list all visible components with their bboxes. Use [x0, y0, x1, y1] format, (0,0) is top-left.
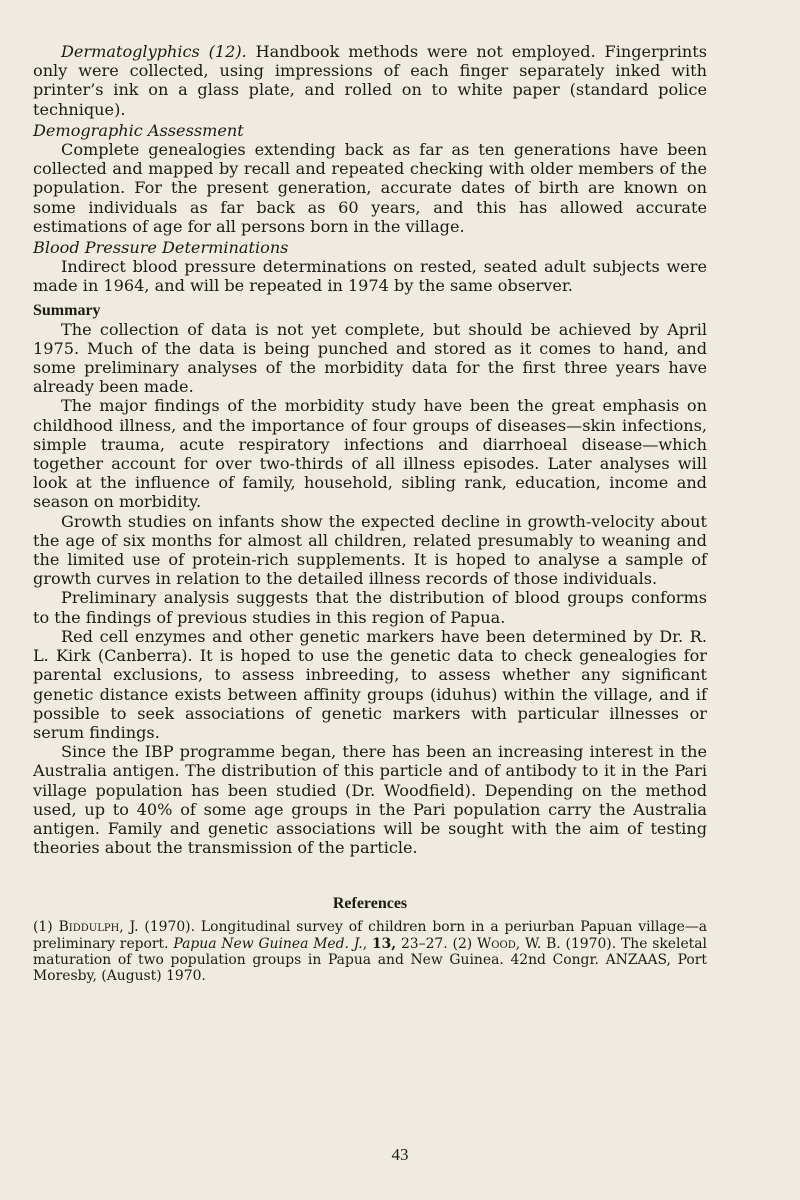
dermatoglyphics-text: Handbook methods were not employed. Fingerprints only were collected, using impressions of each finger separately inked with printer’s ink on a glass plate, and rolled on to white paper (standard police technique).: [33, 42, 707, 119]
references-list: [33, 919, 707, 984]
reference-2-text: , W. B. (1970). The skeletal maturation of two population groups in Papua and New Guinea. 42nd Congr. ANZAAS, Port Moresby, (August) 1970.: [33, 935, 707, 984]
reference-1-volume: 13,: [371, 935, 397, 952]
document-page: [33, 42, 707, 984]
summary-paragraph: The major findings of the morbidity study have been the great emphasis on childhood illness, and the importance of four groups of diseases—skin infections, simple trauma, acute respiratory infections and diarrhoeal disease—which together account for over two-thirds of all illness episodes. Later analyses will look at the influence of family, household, sibling rank, education, income and season on morbidity.: [33, 396, 707, 512]
reference-1-number: (1): [33, 919, 59, 936]
reference-1-pages: 23–27. (2): [396, 935, 478, 952]
summary-paragraph: Growth studies on infants show the expected decline in growth-velocity about the age of six months for almost all children, related presumably to weaning and the limited use of protein-rich supplements. It is hoped to analyse a sample of growth curves in relation to the detailed illness records of those individuals.: [33, 511, 707, 589]
references-heading: References: [332, 895, 408, 913]
summary-paragraph: The collection of data is not yet complete, but should be achieved by April 1975. Much of the data is being punched and stored as it comes to hand, and some preliminary analyses of the morbidity data for the first three years have already been made.: [33, 319, 707, 397]
summary-paragraph: Since the IBP programme began, there has been an increasing interest in the Australia antigen. The distribution of this particle and of antibody to it in the Pari village population has been studied (Dr. Woodfield). Depending on the method used, up to 40% of some age groups in the Pari population carry the Australia antigen. Family and genetic associations will be sought with the aim of testing theories about the transmission of the particle.: [33, 742, 707, 858]
reference-1-author: Biddulph: [58, 919, 120, 936]
reference-1-journal: Papua New Guinea Med. J.: [173, 935, 363, 952]
dermatoglyphics-paragraph: [33, 42, 707, 119]
demographic-heading: Demographic Assessment: [33, 120, 244, 140]
demographic-paragraph: Complete genealogies extending back as far as ten generations have been collected and mapped by recall and repeated checking with older members of the population. For the present generation, accurate dates of birth are known on some individuals as far back as 60 years, and this has allowed accurate estimations of age for all persons born in the village.: [33, 140, 707, 236]
blood-pressure-paragraph: Indirect blood pressure determinations on rested, seated adult subjects were made in 1964, and will be repeated in 1974 by the same observer.: [33, 257, 707, 296]
dermatoglyphics-title: Dermatoglyphics (12).: [61, 42, 247, 61]
summary-heading: Summary: [33, 301, 101, 319]
reference-1-text: , J. (1970). Longitudinal survey of children born in a periurban Papuan village—a preliminary report.: [33, 919, 707, 952]
page-number: 43: [391, 1145, 409, 1164]
summary-paragraph: Red cell enzymes and other genetic markers have been determined by Dr. R. L. Kirk (Canberra). It is hoped to use the genetic data to check genealogies for parental exclusions, to assess inbreeding, to assess whether any significant genetic distance exists between affinity groups (iduhus) within the village, and if possible to seek associations of genetic markers with particular illnesses or serum findings.: [33, 626, 707, 742]
blood-pressure-heading: Blood Pressure Determinations: [33, 238, 289, 258]
summary-paragraph: Preliminary analysis suggests that the distribution of blood groups conforms to the findings of previous studies in this region of Papua.: [33, 588, 707, 627]
reference-1-separator: ,: [362, 935, 372, 952]
reference-2-author: Wood: [477, 935, 516, 952]
